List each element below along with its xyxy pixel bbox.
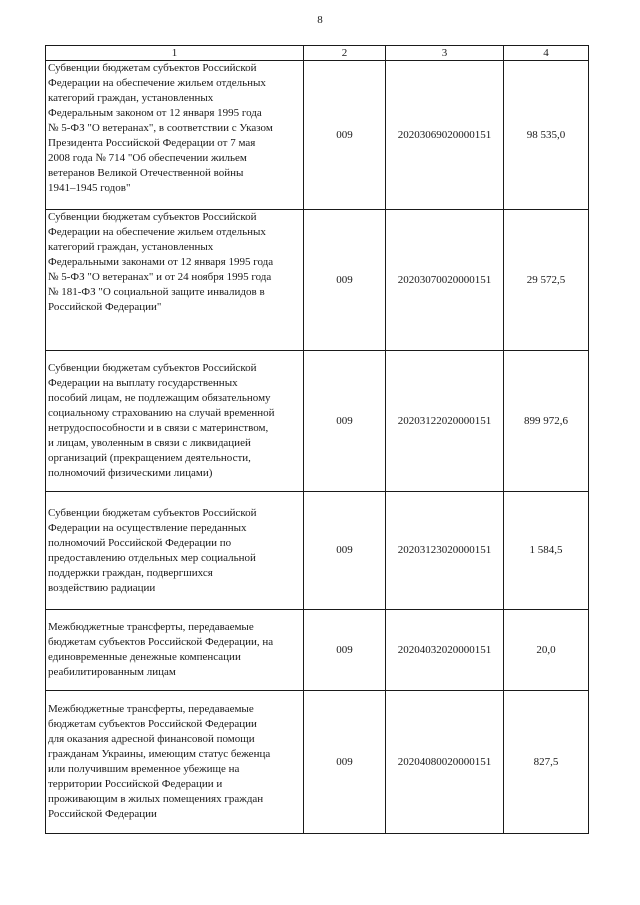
column-header-3: 3 [386, 46, 504, 61]
row-admin-code: 009 [304, 351, 386, 492]
row-name-cell [46, 492, 304, 610]
row-name-cell [46, 351, 304, 492]
row-amount: 827,5 [504, 691, 589, 834]
row-name-text: Межбюджетные трансферты, передаваемые бюджетам субъектов Российской Федерации, на единовременные денежные компенсации реабилитированным лицам [48, 621, 274, 678]
row-name-cell [46, 610, 304, 691]
row-name-text: Субвенции бюджетам субъектов Российской Федерации на обеспечение жильем отдельных категорий граждан, установленных Федеральными законами от 12 января 1995 года № 5-ФЗ "О ветеранах" и от 24 ноября 1995 года № 181-ФЗ "О социальной защите инвалидов в Российской Федерации" [48, 211, 274, 313]
row-kbk-code: 20203069020000151 [386, 61, 504, 210]
row-admin-code: 009 [304, 492, 386, 610]
row-admin-code: 009 [304, 61, 386, 210]
row-name-cell [46, 61, 304, 210]
row-amount: 1 584,5 [504, 492, 589, 610]
row-kbk-code: 20203070020000151 [386, 210, 504, 351]
row-amount: 29 572,5 [504, 210, 589, 351]
row-name-cell [46, 210, 304, 351]
row-name-text: Межбюджетные трансферты, передаваемые бюджетам субъектов Российской Федерации для оказания адресной финансовой помощи гражданам Украины, имеющим статус беженца или получившим временное убежище на территории Российской Федерации и проживающим в жилых помещениях граждан Российской Федерации [48, 703, 271, 820]
table-row [46, 351, 589, 492]
row-name-text: Субвенции бюджетам субъектов Российской Федерации на осуществление переданных полномочий Российской Федерации по предоставлению отдельных мер социальной поддержки граждан, подвергшихся воздействию радиации [48, 506, 257, 594]
page-number: 8 [317, 14, 323, 26]
row-kbk-code: 20204080020000151 [386, 691, 504, 834]
row-name-cell [46, 691, 304, 834]
table-header-row [46, 46, 589, 61]
column-header-1: 1 [46, 46, 304, 61]
table-row [46, 492, 589, 610]
row-admin-code: 009 [304, 210, 386, 351]
row-amount: 899 972,6 [504, 351, 589, 492]
budget-table [45, 45, 589, 834]
row-admin-code: 009 [304, 691, 386, 834]
column-header-4: 4 [504, 46, 589, 61]
row-name-text: Субвенции бюджетам субъектов Российской Федерации на выплату государственных пособий лицам, не подлежащим обязательному социальному страхованию на случай временной нетрудоспособности и в связи с материнством, и лицам, уволенным в связи с ликвидацией организаций (прекращением деятельности, полномочий физическими лицами) [48, 362, 275, 479]
table-row [46, 610, 589, 691]
row-kbk-code: 20203123020000151 [386, 492, 504, 610]
column-header-2: 2 [304, 46, 386, 61]
table-row [46, 210, 589, 351]
row-amount: 98 535,0 [504, 61, 589, 210]
table-row [46, 691, 589, 834]
row-admin-code: 009 [304, 610, 386, 691]
row-name-text: Субвенции бюджетам субъектов Российской Федерации на обеспечение жильем отдельных категорий граждан, установленных Федеральным законом от 12 января 1995 года № 5-ФЗ "О ветеранах", в соответствии с Указом Президента Российской Федерации от 7 мая 2008 года № 714 "Об обеспечении жильем ветеранов Великой Отечественной войны 1941–1945 годов" [48, 62, 273, 194]
row-amount: 20,0 [504, 610, 589, 691]
table-row [46, 61, 589, 210]
row-kbk-code: 20204032020000151 [386, 610, 504, 691]
row-kbk-code: 20203122020000151 [386, 351, 504, 492]
